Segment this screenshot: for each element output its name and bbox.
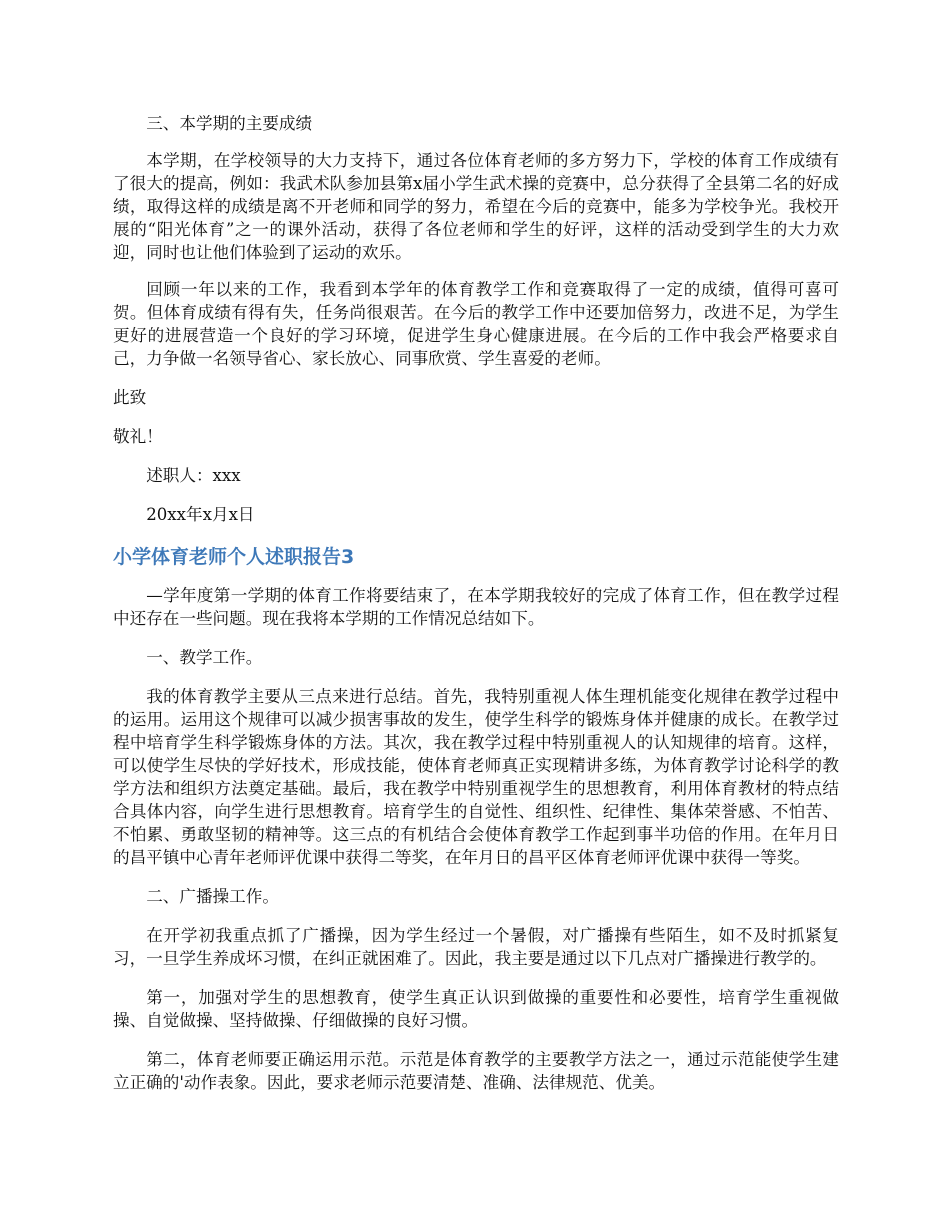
signature-date: 20xx年x月x日 xyxy=(146,505,255,524)
paragraph-point-one: 第一，加强对学生的思想教育，使学生真正认识到做操的重要性和必要性，培育学生重视做操、自觉做操、坚持做操、仔细做操的良好习惯。 xyxy=(113,988,839,1030)
section-heading-achievements: 三、本学期的主要成绩 xyxy=(146,114,313,133)
paragraph-teaching: 我的体育教学主要从三点来进行总结。首先，我特别重视人体生理机能变化规律在教学过程中的运用。运用这个规律可以减少损害事故的发生，使学生科学的锻炼身体并健康的成长。在教学过程中培育学生科学锻炼身体的方法。其次，我在教学过程中特别重视人的认知规律的培育。这样，可以使学生尽快的学好技术，形成技能，使体育老师真正实现精讲多练，为体育教学讨论科学的教学方法和组织方法奠定基础。最后，我在教学中特别重视学生的思想教育，利用体育教材的特点结合具体内容，向学生进行思想教育。培育学生的自觉性、组织性、纪律性、集体荣誉感、不怕苦、不怕累、勇敢坚韧的精神等。这三点的有机结合会使体育教学工作起到事半功倍的作用。在年月日的昌平镇中心青年老师评优课中获得二等奖，在年月日的昌平区体育老师评优课中获得一等奖。 xyxy=(113,687,839,867)
closing-regards: 敬礼！ xyxy=(113,427,163,446)
section-heading-broadcast-exercise: 二、广播操工作。 xyxy=(146,887,279,906)
document-page xyxy=(113,112,839,1094)
section-heading-teaching: 一、教学工作。 xyxy=(146,648,263,667)
paragraph-broadcast-exercise: 在开学初我重点抓了广播操，因为学生经过一个暑假，对广播操有些陌生，如不及时抓紧复习，一旦学生养成坏习惯，在纠正就困难了。因此，我主要是通过以下几点对广播操进行教学的。 xyxy=(113,926,839,968)
signature-name: 述职人：xxx xyxy=(146,466,241,485)
paragraph-achievements: 本学期，在学校领导的大力支持下，通过各位体育老师的多方努力下，学校的体育工作成绩有了很大的提高，例如：我武术队参加县第x届小学生武术操的竞赛中，总分获得了全县第二名的好成绩，取得这样的成绩是离不开老师和同学的努力，希望在今后的竞赛中，能多为学校争光。我校开展的“阳光体育”之一的课外活动，获得了各位老师和学生的好评，这样的活动受到学生的大力欢迎，同时也让他们体验到了运动的欢乐。 xyxy=(113,151,839,262)
paragraph-intro: —学年度第一学期的体育工作将要结束了，在本学期我较好的完成了体育工作，但在教学过程中还存在一些问题。现在我将本学期的工作情况总结如下。 xyxy=(113,586,839,628)
paragraph-review: 回顾一年以来的工作，我看到本学年的体育教学工作和竞赛取得了一定的成绩，值得可喜可贺。但体育成绩有得有失，任务尚很艰苦。在今后的教学工作中还要加倍努力，改进不足，为学生更好的进展营造一个良好的学习环境，促进学生身心健康进展。在今后的工作中我会严格要求自己，力争做一名领导省心、家长放心、同事欣赏、学生喜爱的老师。 xyxy=(113,280,839,368)
closing-salutation: 此致 xyxy=(113,388,147,407)
paragraph-point-two: 第二，体育老师要正确运用示范。示范是体育教学的主要教学方法之一，通过示范能使学生建立正确的'动作表象。因此，要求老师示范要清楚、准确、法律规范、优美。 xyxy=(113,1050,839,1092)
report-title: 小学体育老师个人述职报告3 xyxy=(113,546,355,568)
